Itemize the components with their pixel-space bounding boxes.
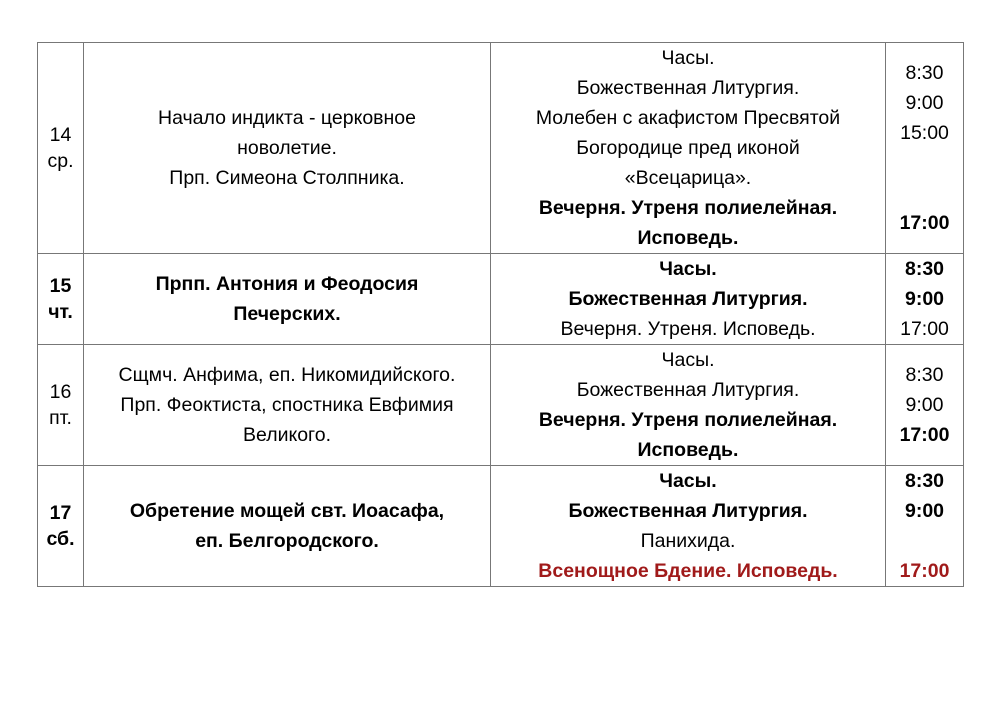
service-line: Часы.	[661, 349, 715, 371]
service-line: Вечерня. Утреня полиелейная.	[538, 197, 838, 219]
day-cell	[38, 345, 84, 466]
feast-cell	[84, 254, 491, 345]
table-row	[38, 43, 964, 254]
schedule-table	[37, 42, 964, 587]
time-line: 9:00	[905, 92, 944, 114]
service-line: Божественная Литургия.	[568, 500, 808, 522]
time-line: 15:00	[900, 122, 949, 144]
time-line: 8:30	[905, 62, 944, 84]
service-line: Часы.	[659, 470, 717, 492]
service-line: Божественная Литургия.	[568, 288, 808, 310]
service-line: Вечерня. Утреня полиелейная.	[538, 409, 838, 431]
feast-line: новолетие.	[237, 137, 337, 159]
day-cell	[38, 43, 84, 254]
weekday: ср.	[47, 150, 74, 172]
feast-cell	[84, 43, 491, 254]
feast-line: Прп. Симеона Столпника.	[169, 167, 405, 189]
day-number: 14	[49, 124, 72, 146]
service-line: Часы.	[661, 47, 715, 69]
feast-line: Великого.	[242, 424, 332, 446]
times-cell	[886, 466, 964, 587]
services-cell	[491, 43, 886, 254]
service-line: «Всецарица».	[624, 167, 752, 189]
time-line: 9:00	[905, 394, 944, 416]
table-row	[38, 345, 964, 466]
feast-line: Начало индикта - церковное	[158, 107, 416, 129]
time-line: 17:00	[900, 318, 949, 340]
services-cell	[491, 254, 886, 345]
weekday: чт.	[48, 301, 73, 323]
service-line: Божественная Литургия.	[576, 379, 800, 401]
time-line: 17:00	[899, 424, 950, 446]
feast-line: Обретение мощей свт. Иоасафа,	[129, 500, 445, 522]
day-number: 17	[49, 502, 72, 524]
time-line-highlight: 17:00	[899, 560, 950, 582]
table-row	[38, 466, 964, 587]
service-line: Вечерня. Утреня. Исповедь.	[560, 318, 816, 340]
times-cell	[886, 254, 964, 345]
day-cell	[38, 466, 84, 587]
feast-line: еп. Белгородского.	[195, 530, 379, 552]
feast-cell	[84, 345, 491, 466]
day-number: 15	[49, 275, 72, 297]
service-line: Богородице пред иконой	[576, 137, 800, 159]
time-line: 8:30	[904, 470, 945, 492]
service-line: Панихида.	[640, 530, 736, 552]
day-number: 16	[49, 381, 72, 403]
weekday: пт.	[49, 407, 72, 429]
service-line: Молебен с акафистом Пресвятой	[535, 107, 841, 129]
services-cell	[491, 345, 886, 466]
feast-line: Сщмч. Анфима, еп. Никомидийского.	[118, 364, 456, 386]
time-line: 8:30	[904, 258, 945, 280]
feast-line: Прпп. Антония и Феодосия	[155, 273, 419, 295]
time-line: 17:00	[899, 212, 950, 234]
feast-cell	[84, 466, 491, 587]
service-line: Божественная Литургия.	[576, 77, 800, 99]
times-cell	[886, 43, 964, 254]
table-row	[38, 254, 964, 345]
service-line-highlight: Всенощное Бдение. Исповедь.	[538, 560, 838, 582]
times-cell	[886, 345, 964, 466]
time-line: 8:30	[905, 364, 944, 386]
services-cell	[491, 466, 886, 587]
service-line: Исповедь.	[637, 439, 739, 461]
feast-line: Прп. Феоктиста, спостника Евфимия	[120, 394, 454, 416]
feast-line: Печерских.	[233, 303, 341, 325]
weekday: сб.	[46, 528, 75, 550]
day-cell	[38, 254, 84, 345]
time-line: 9:00	[904, 288, 945, 310]
time-line: 9:00	[904, 500, 945, 522]
service-line: Часы.	[659, 258, 717, 280]
service-line: Исповедь.	[637, 227, 739, 249]
